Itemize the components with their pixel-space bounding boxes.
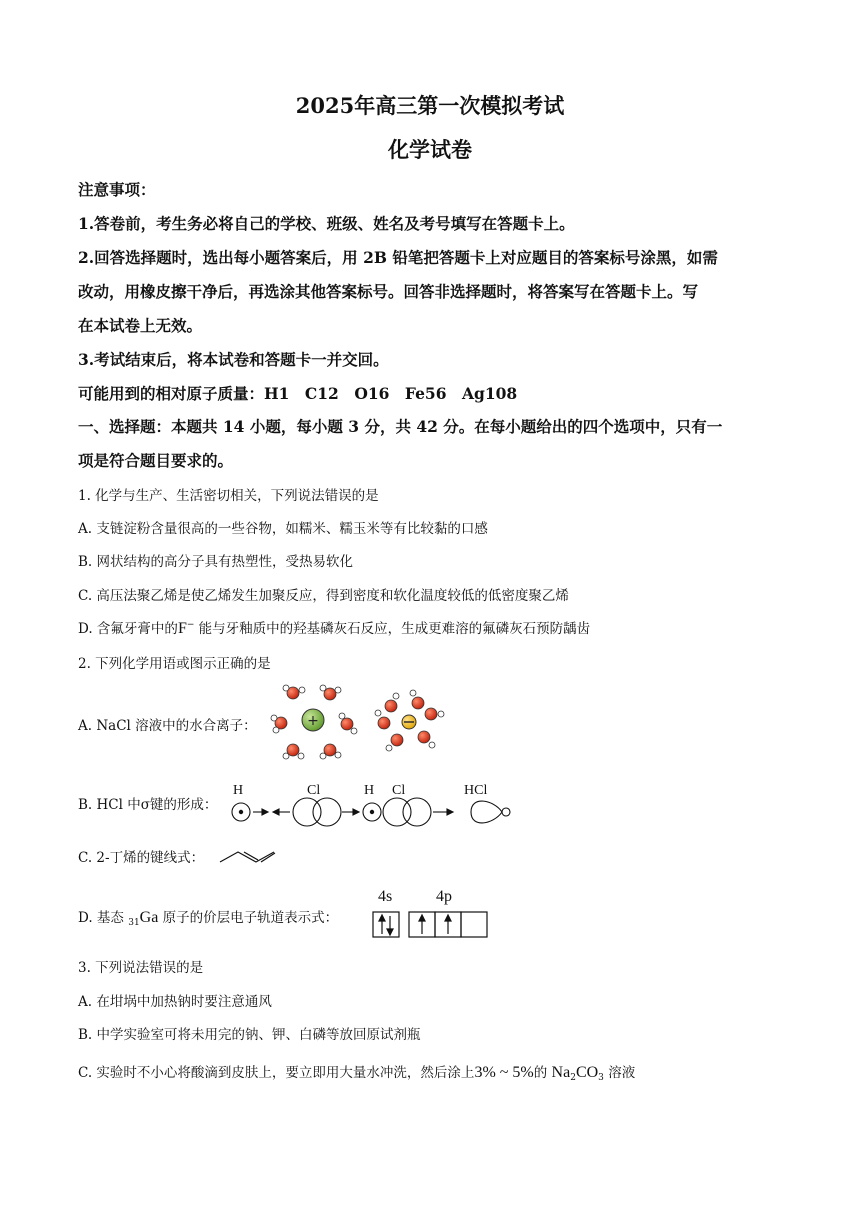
notes-heading: 注意事项：: [78, 180, 156, 199]
sigma-bond-formation-diagram: [224, 780, 514, 830]
label-h: H: [233, 783, 244, 798]
note-2-line-3: 在本试卷上无效。: [78, 316, 203, 335]
q1-option-d: [78, 617, 788, 638]
q1-option-b: B. 网状结构的高分子具有热塑性，受热易软化: [78, 554, 354, 570]
q2-stem: 2. 下列化学用语或图示正确的是: [78, 656, 271, 672]
svg-text:+: +: [307, 713, 319, 729]
note-2-line-2: 改动，用橡皮擦干净后，再选涂其他答案标号。回答非选择题时，将答案写在答题卡上。写: [78, 282, 699, 301]
q1-option-a: A. 支链淀粉含量很高的一些谷物，如糯米、糯玉米等有比较黏的口感: [78, 521, 488, 537]
note-3: 3.考试结束后，将本试卷和答题卡一并交回。: [78, 350, 389, 369]
q2-option-b: B. HCl 中σ键的形成：: [78, 797, 218, 813]
q3-c-post: 溶液: [603, 1065, 636, 1081]
q3-option-a: A. 在坩埚中加热钠时要注意通风: [78, 994, 272, 1010]
2-butene-skeletal-formula: [216, 844, 282, 868]
formula-sub-2: 2: [570, 1073, 576, 1083]
q3-c-mid: 的: [533, 1065, 552, 1081]
formula-co: CO: [575, 1064, 599, 1081]
chloride-ion-cluster: [375, 690, 444, 751]
note-1: 1.答卷前，考生务必将自己的学校、班级、姓名及考号填写在答题卡上。: [78, 214, 575, 233]
atomic-masses: 可能用到的相对原子质量：H1 C12 O16 Fe56 Ag108: [78, 384, 518, 403]
section-1-line-2: 项是符合题目要求的。: [78, 451, 234, 470]
fluoride-charge: −: [186, 620, 195, 630]
q3-c-pre: C. 实验时不小心将酸滴到皮肤上，要立即用大量水冲洗，然后涂上: [78, 1065, 475, 1081]
label-4p: 4p: [436, 888, 452, 905]
q1-stem: 1. 化学与生产、生活密切相关，下列说法错误的是: [78, 488, 379, 504]
label-hcl: HCl: [464, 783, 488, 798]
orbital-diagram: [370, 884, 494, 940]
q1-d-post: 能与牙釉质中的羟基磷灰石反应，生成更难溶的氟磷灰石预防龋齿: [194, 621, 591, 637]
label-4s: 4s: [378, 888, 393, 905]
label-h-2: H: [364, 783, 375, 798]
q2-option-a: A. NaCl 溶液中的水合离子：: [78, 718, 257, 734]
q1-d-pre: D. 含氟牙膏中的: [78, 621, 178, 637]
q2-d-pre: D. 基态: [78, 910, 129, 926]
section-1-line-1: 一、选择题：本题共 14 小题，每小题 3 分，共 42 分。在每小题给出的四个选项中，只有一: [78, 417, 723, 436]
concentration-range: 3% ~ 5%: [474, 1064, 534, 1081]
q1-option-c: C. 高压法聚乙烯是使乙烯发生加聚反应，得到密度和软化温度较低的低密度聚乙烯: [78, 588, 569, 604]
fluoride-ion: F: [177, 620, 187, 637]
sodium-ion-cluster: [271, 685, 357, 759]
exam-title: 2025年高三第一次模拟考试: [295, 93, 565, 118]
gallium-atomic-number: 31: [128, 918, 140, 928]
q2-d-post: 原子的价层电子轨道表示式：: [158, 910, 339, 926]
gallium-symbol: Ga: [139, 909, 159, 926]
label-cl: Cl: [307, 783, 321, 798]
note-2-line-1: 2.回答选择题时，选出每小题答案后，用 2B 铅笔把答题卡上对应题目的答案标号涂黑，如需: [78, 248, 718, 267]
label-cl-2: Cl: [392, 783, 406, 798]
formula-sub-3: 3: [598, 1073, 604, 1083]
q2-option-c: C. 2-丁烯的键线式：: [78, 850, 205, 866]
exam-subtitle: 化学试卷: [388, 137, 472, 162]
hydrated-ions-diagram: [268, 682, 452, 764]
q3-stem: 3. 下列说法错误的是: [78, 960, 204, 976]
q3-option-c: [78, 1061, 788, 1083]
formula-na: Na: [551, 1064, 571, 1081]
q3-option-b: B. 中学实验室可将未用完的钠、钾、白磷等放回原试剂瓶: [78, 1027, 421, 1043]
